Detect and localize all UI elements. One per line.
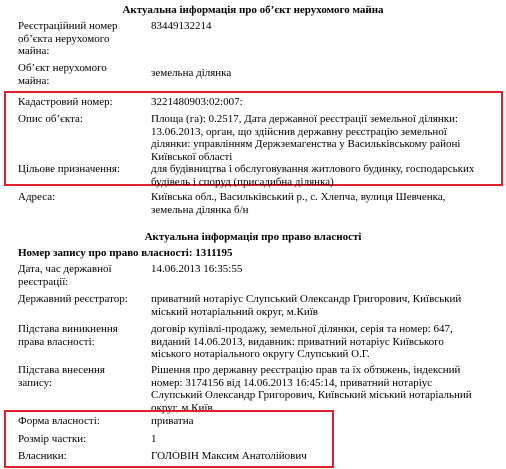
value-line: міського нотаріального округу Слупський О.Г. [151, 348, 370, 360]
label-purpose [18, 163, 140, 176]
value-ownership-basis [151, 323, 501, 361]
label-cadastral-number [18, 96, 140, 109]
label-registrar [18, 293, 140, 306]
section-title-ownership: Актуальна інформація про право власності [144, 231, 362, 243]
value-line: 83449132214 [151, 20, 212, 32]
value-line: міський нотаріальний округ, м.Київ [151, 305, 318, 318]
label-line: Форма власності: [18, 415, 100, 427]
label-description [18, 113, 140, 126]
label-share-size [18, 433, 140, 446]
value-registration-date [151, 263, 501, 276]
value-description [151, 113, 501, 163]
label-line: Кадастровий номер: [18, 96, 113, 108]
value-ownership-form [151, 415, 501, 428]
value-owners [151, 450, 501, 463]
value-line: 3221480903:02:007: [151, 96, 243, 108]
label-registration-number [18, 20, 140, 58]
label-address [18, 191, 140, 204]
value-line: номер: 3174156 від 14.06.2013 16:45:14, приватний нотаріус [151, 376, 433, 389]
label-line: майна: [18, 45, 50, 57]
value-line: 14.06.2013 16:35:55 [151, 263, 243, 275]
value-line: договір купівлі-продажу, земельної ділянки, серія та номер: 647, [151, 323, 453, 335]
value-line: земельна ділянка б/н [151, 203, 249, 216]
value-purpose [151, 163, 501, 188]
value-line: Слупський Олександр Григорович, Київський міський нотаріальний [151, 389, 472, 401]
label-ownership-basis [18, 323, 140, 348]
label-line: Цільове призначення: [18, 163, 121, 175]
value-line: будівель і споруд (присадибна ділянка) [151, 175, 334, 188]
label-line: Опис об’єкта: [18, 113, 83, 125]
value-line: виданий 14.06.2013, видавник: приватний нотаріус Київського [151, 335, 444, 348]
label-owners [18, 450, 140, 463]
label-line: запису: [18, 376, 53, 389]
label-object-type [18, 62, 140, 87]
label-ownership-form [18, 415, 140, 428]
value-entry-basis [151, 364, 501, 414]
value-line: приватний нотаріус Слупський Олександр Григорович, Київський [151, 293, 462, 305]
value-registrar [151, 293, 501, 318]
value-share-size [151, 433, 501, 446]
label-line: Власники: [18, 450, 67, 462]
value-line: Київська обл., Васильківський р., с. Хлепча, вулиця Шевченка, [151, 191, 446, 203]
label-line: реєстрації: [18, 275, 69, 288]
label-line: Підстава виникнення [18, 323, 118, 335]
label-line: Реєстраційний номер [18, 20, 118, 32]
value-line: земельна ділянка [151, 67, 232, 79]
value-line: 13.06.2013, орган, що здійснив державну реєстрацію земельної [151, 125, 447, 138]
value-line: округ, м.Київ [151, 401, 213, 414]
value-cadastral-number [151, 96, 501, 109]
section-title-property: Актуальна інформація про об’єкт нерухомого майна [122, 4, 384, 16]
label-line: Розмір частки: [18, 433, 87, 445]
label-entry-basis [18, 364, 140, 389]
label-line: Об’єкт нерухомого [18, 62, 107, 74]
value-line: Рішення про державну реєстрацію прав та їх обтяжень, індексний [151, 364, 461, 376]
value-line: 1 [151, 433, 157, 445]
value-line: ділянки: управлінням Держземагенства у Васильківському районі [151, 138, 461, 150]
label-line: права власності: [18, 335, 95, 348]
label-line: Підстава внесення [18, 364, 105, 376]
label-line: Державний реєстратор: [18, 293, 128, 305]
value-object-type [151, 67, 501, 80]
label-line: об’єкта нерухомого [18, 32, 110, 45]
label-line: Дата, час державної [18, 263, 112, 275]
value-address [151, 191, 501, 216]
value-line: приватна [151, 415, 194, 427]
value-line: Київської області [151, 150, 233, 163]
value-line: Площа (га): 0.2517, Дата державної реєстрації земельної ділянки: [151, 113, 459, 125]
label-line: майна: [18, 74, 50, 87]
value-line: для будівництва і обслуговування житлового будинку, господарських [151, 163, 475, 175]
value-line: ГОЛОВІН Максим Анатолійович [151, 450, 307, 462]
label-registration-date [18, 263, 140, 288]
record-number: Номер запису про право власності: 1311195 [18, 247, 233, 259]
value-registration-number [151, 20, 501, 33]
label-line: Адреса: [18, 191, 56, 203]
